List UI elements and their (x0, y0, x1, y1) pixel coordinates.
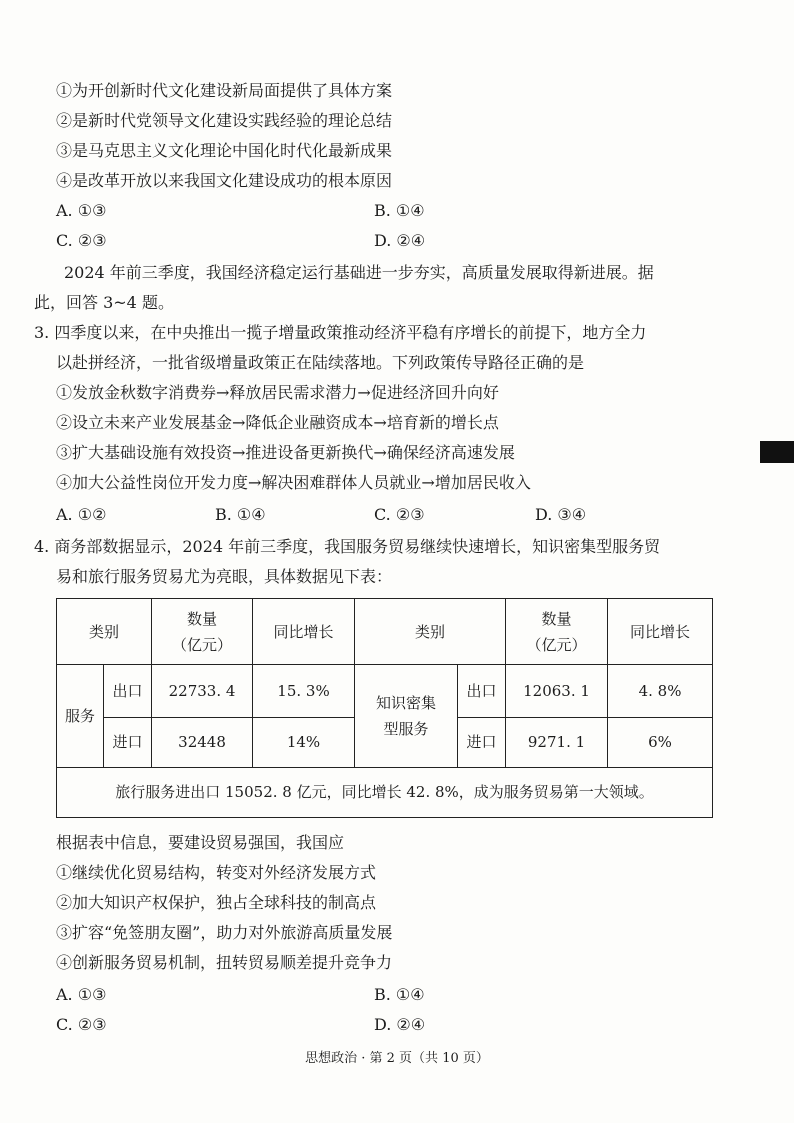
knowledge-import-label: 进口 (458, 717, 506, 767)
q3-option-b: B. ①④ (215, 505, 266, 524)
header-growth-left: 同比增长 (253, 599, 355, 665)
q2-statement-3: ③是马克思主义文化理论中国化时代化最新成果 (56, 141, 393, 160)
travel-services-note: 旅行服务进出口 15052. 8 亿元，同比增长 42. 8%，成为服务贸易第一大领域。 (57, 767, 713, 817)
q3-statement-3: ③扩大基础设施有效投资→推进设备更新换代→确保经济高速发展 (56, 443, 515, 462)
table-header-row (57, 599, 713, 665)
q3-statement-1: ①发放金秋数字消费券→释放居民需求潜力→促进经济回升向好 (56, 383, 499, 402)
header-growth-right: 同比增长 (608, 599, 713, 665)
q2-statement-1: ①为开创新时代文化建设新局面提供了具体方案 (56, 81, 393, 100)
intro-line-2: 此，回答 3~4 题。 (34, 293, 174, 312)
q2-option-b: B. ①④ (374, 201, 425, 220)
header-amount-left (152, 599, 253, 665)
knowledge-label-line-2: 型服务 (383, 720, 429, 739)
header-amount-unit: （亿元） (526, 635, 587, 654)
q4-option-d: D. ②④ (374, 1015, 426, 1034)
q3-option-c: C. ②③ (374, 505, 425, 524)
q2-statement-4: ④是改革开放以来我国文化建设成功的根本原因 (56, 171, 393, 190)
q4-option-a: A. ①③ (56, 985, 107, 1004)
page-edge-tab-marker (760, 441, 794, 463)
services-import-amount: 32448 (152, 717, 253, 767)
intro-line-1: 2024 年前三季度，我国经济稳定运行基础进一步夯实，高质量发展取得新进展。据 (64, 263, 654, 282)
row-label-services: 服务 (57, 665, 104, 767)
header-amount-label: 数量 (187, 609, 218, 628)
q3-stem-line-1: 3. 四季度以来，在中央推出一揽子增量政策推动经济平稳有序增长的前提下，地方全力 (34, 323, 647, 342)
services-import-label: 进口 (104, 717, 152, 767)
q4-option-b: B. ①④ (374, 985, 425, 1004)
q4-statement-2: ②加大知识产权保护，独占全球科技的制高点 (56, 893, 377, 912)
q4-statement-4: ④创新服务贸易机制，扭转贸易顺差提升竞争力 (56, 953, 393, 972)
q3-statement-2: ②设立未来产业发展基金→降低企业融资成本→培育新的增长点 (56, 413, 499, 432)
trade-data-table (56, 598, 713, 818)
q3-option-a: A. ①② (56, 505, 107, 524)
services-import-growth: 14% (253, 717, 355, 767)
services-export-amount: 22733. 4 (152, 665, 253, 717)
q4-question: 根据表中信息，要建设贸易强国，我国应 (56, 833, 345, 852)
services-export-label: 出口 (104, 665, 152, 717)
page-footer: 思想政治 · 第 2 页（共 10 页） (305, 1051, 489, 1066)
q2-statement-2: ②是新时代党领导文化建设实践经验的理论总结 (56, 111, 393, 130)
knowledge-label-line-1: 知识密集 (376, 694, 437, 713)
header-amount-label: 数量 (541, 609, 572, 628)
table-row (57, 665, 713, 717)
q3-stem-line-2: 以赴拼经济，一批省级增量政策正在陆续落地。下列政策传导路径正确的是 (56, 353, 585, 372)
knowledge-export-label: 出口 (458, 665, 506, 717)
q4-statement-1: ①继续优化贸易结构，转变对外经济发展方式 (56, 863, 377, 882)
knowledge-export-growth: 4. 8% (608, 665, 713, 717)
q2-option-a: A. ①③ (56, 201, 107, 220)
q4-stem-line-1: 4. 商务部数据显示，2024 年前三季度，我国服务贸易继续快速增长，知识密集型服务贸 (34, 537, 661, 556)
header-category-left: 类别 (57, 599, 152, 665)
header-amount-unit: （亿元） (172, 635, 233, 654)
knowledge-import-growth: 6% (608, 717, 713, 767)
row-label-knowledge-services (355, 665, 458, 767)
q3-option-d: D. ③④ (535, 505, 587, 524)
services-export-growth: 15. 3% (253, 665, 355, 717)
q4-stem-line-2: 易和旅行服务贸易尤为亮眼，具体数据见下表： (56, 567, 393, 586)
table-note-row (57, 767, 713, 817)
q4-statement-3: ③扩容“免签朋友圈”，助力对外旅游高质量发展 (56, 923, 393, 942)
header-category-right: 类别 (355, 599, 506, 665)
q2-option-c: C. ②③ (56, 231, 107, 250)
q3-statement-4: ④加大公益性岗位开发力度→解决困难群体人员就业→增加居民收入 (56, 473, 531, 492)
q4-option-c: C. ②③ (56, 1015, 107, 1034)
header-amount-right (506, 599, 608, 665)
knowledge-export-amount: 12063. 1 (506, 665, 608, 717)
q2-option-d: D. ②④ (374, 231, 426, 250)
knowledge-import-amount: 9271. 1 (506, 717, 608, 767)
